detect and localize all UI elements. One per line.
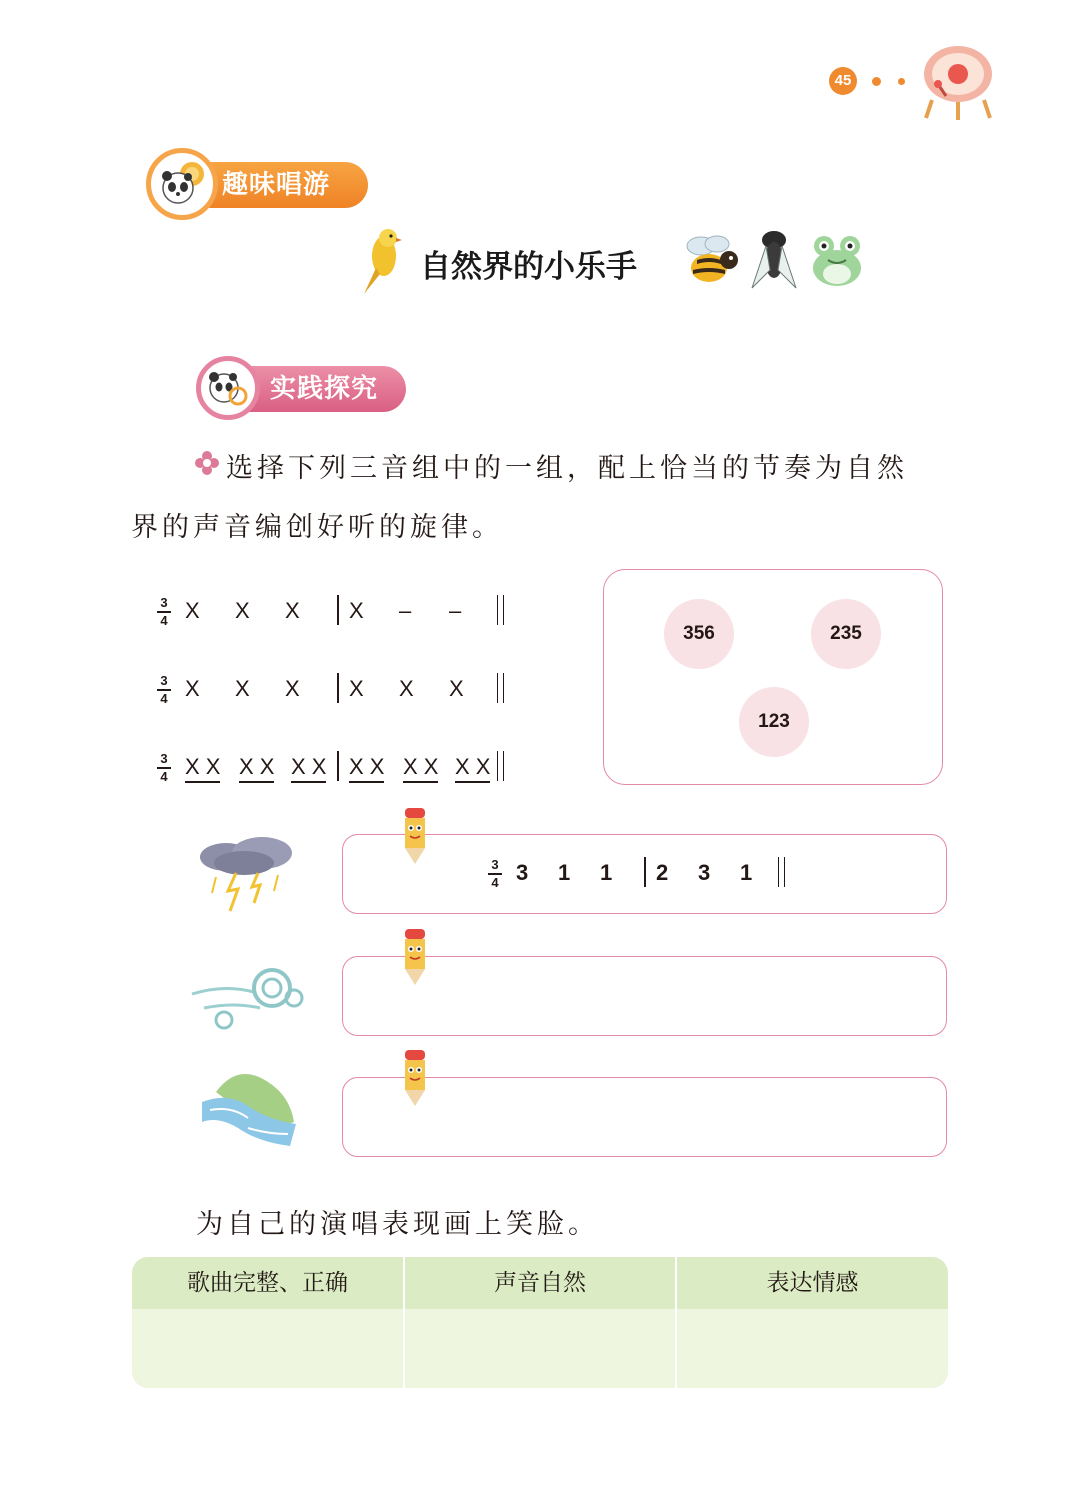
bird-icon [360,226,406,296]
smiley-cell-completeness[interactable] [132,1311,403,1388]
section-banner-sing: 趣味唱游 [150,162,368,208]
tone-group-box [603,569,943,785]
instruction-line-1: 选择下列三音组中的一组，配上恰当的节奏为自然 [226,453,908,484]
note: 3 [516,860,529,885]
song-title: 自然界的小乐手 [420,249,637,285]
note: X [449,676,464,701]
note: – [399,598,412,623]
note: 1 [740,860,753,885]
barline [644,857,646,887]
time-signature: 3 4 [488,858,502,890]
note: X [349,676,364,701]
instruction-line-2: 界的声音编创好听的旋律。 [131,512,503,543]
note: X [235,598,250,623]
section-banner-practice: 实践探究 [198,366,406,412]
melody-answer-box-wind[interactable] [342,956,947,1036]
decor-dot [872,77,881,86]
final-barline [497,673,504,703]
flower-bullet-icon [195,451,219,475]
example-melody [488,852,808,896]
tone-group-356[interactable]: 356 [664,599,734,669]
barline [337,673,339,703]
self-eval-table [132,1257,948,1388]
note: – [449,598,462,623]
panda-magnifier-icon [196,356,260,420]
eighth-note-pair: X X [349,754,384,783]
note: X [235,676,250,701]
tone-group-123[interactable]: 123 [739,687,809,757]
note: X [285,676,300,701]
bee-icon [683,232,743,290]
note: 1 [558,860,571,885]
note: X [349,598,364,623]
pencil-mascot-icon [400,1050,430,1106]
final-barline [497,751,504,781]
eighth-note-pair: X X [185,754,220,783]
decor-dot [898,78,905,85]
thunderstorm-icon [196,833,296,921]
frog-icon [808,234,866,290]
wind-icon [184,958,308,1032]
eighth-note-pair: X X [291,754,326,783]
note: X [285,598,300,623]
pencil-mascot-icon [400,808,430,864]
time-signature: 3 4 [157,752,171,784]
rhythm-pattern-1 [157,590,517,640]
note: X [399,676,414,701]
tone-group-235[interactable]: 235 [811,599,881,669]
eighth-note-pair: X X [239,754,274,783]
note: 3 [698,860,711,885]
smiley-cell-emotion[interactable] [677,1311,948,1388]
cicada-icon [748,226,800,296]
table-header-natural-voice: 声音自然 [405,1257,675,1309]
note: 1 [600,860,613,885]
smiley-cell-natural-voice[interactable] [405,1311,675,1388]
time-signature: 3 4 [157,596,171,628]
stream-icon [198,1062,300,1148]
self-eval-prompt: 为自己的演唱表现画上笑脸。 [196,1209,599,1240]
final-barline [497,595,504,625]
rhythm-pattern-2 [157,668,517,718]
barline [337,751,339,781]
melody-answer-box-stream[interactable] [342,1077,947,1157]
final-barline [778,857,785,887]
eighth-note-pair: X X [455,754,490,783]
eighth-note-pair: X X [403,754,438,783]
page-number: 45 [829,67,857,95]
drum-icon [918,42,998,122]
note: 2 [656,860,669,885]
time-signature: 3 4 [157,674,171,706]
pencil-mascot-icon [400,929,430,985]
note: X [185,676,200,701]
table-header-completeness: 歌曲完整、正确 [132,1257,403,1309]
table-header-emotion: 表达情感 [677,1257,948,1309]
panda-icon [146,148,218,220]
note: X [185,598,200,623]
rhythm-pattern-3 [157,746,517,796]
barline [337,595,339,625]
